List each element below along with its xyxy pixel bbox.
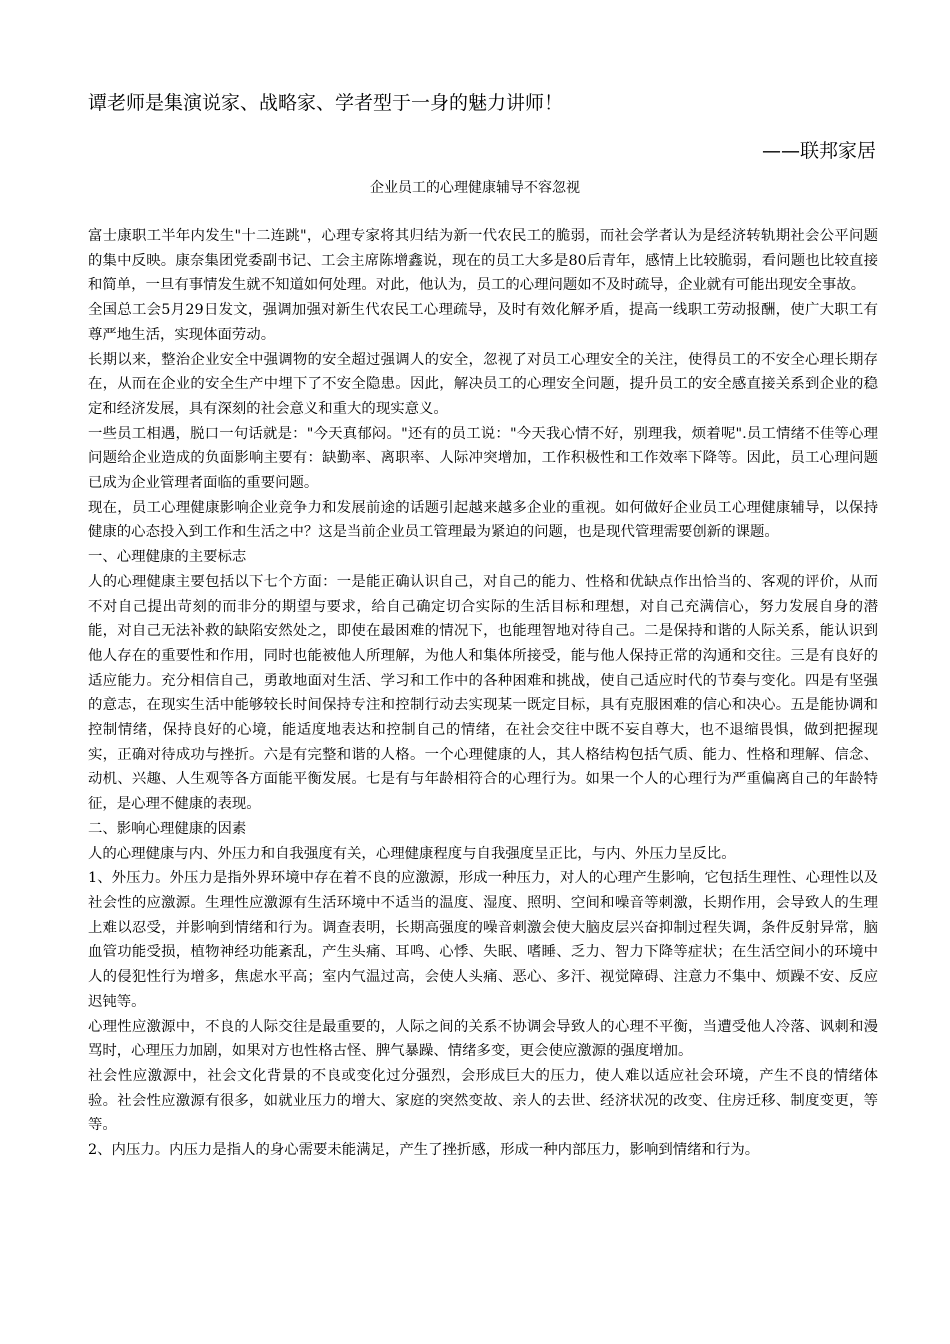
section-heading: 二、影响心理健康的因素 (88, 820, 247, 837)
document-title: 企业员工的心理健康辅导不容忽视 (370, 180, 580, 196)
paragraph: 一些员工相遇，脱口一句话就是："今天真郁闷。"还有的员工说："今天我心情不好，别理我，烦着呢".员工情绪不佳等心理问题给企业造成的负面影响主要有：缺勤率、离职率、人际冲突增加，工作积极性和工作效率下降等。因此，员工心理问题已成为企业管理者面临的重要问题。 (88, 425, 878, 492)
paragraph: 富士康职工半年内发生"十二连跳"，心理专家将其归结为新一代农民工的脆弱，而社会学者认为是经济转轨期社会公平问题的集中反映。康奈集团党委副书记、工会主席陈增鑫说，现在的员工大多是80后青年，感情上比较脆弱，看问题也比较直接和简单，一旦有事情发生就不知道如何处理。对此，他认为，员工的心理问题如不及时疏导，企业就有可能出现安全事故。 (88, 228, 878, 294)
paragraph: 人的心理健康与内、外压力和自我强度有关，心理健康程度与自我强度呈正比，与内、外压力呈反比。 (88, 845, 736, 862)
paragraph: 全国总工会5月29日发文，强调加强对新生代农民工心理疏导，及时有效化解矛盾，提高一线职工劳动报酬，使广大职工有尊严地生活，实现体面劳动。 (88, 302, 878, 343)
paragraph: 人的心理健康主要包括以下七个方面：一是能正确认识自己，对自己的能力、性格和优缺点作出恰当的、客观的评价，从而不对自己提出苛刻的而非分的期望与要求，给自己确定切合实际的生活目标和理想，对自己充满信心，努力发展自身的潜能，对自己无法补救的缺陷安然处之，即使在最困难的情况下，也能理智地对待自己。二是保持和谐的人际关系，能认识到他人存在的重要性和作用，同时也能被他人所理解，为他人和集体所接受，能与他人保持正常的沟通和交往。三是有良好的适应能力。充分相信自己，勇敢地面对生活、学习和工作中的各种困难和挑战，使自己适应时代的节奏与变化。四是有坚强的意志，在现实生活中能够较长时间保持专注和控制行动去实现某一既定目标，具有克服困难的信心和决心。五是能协调和控制情绪，保持良好的心境，能适度地表达和控制自己的情绪，在社会交往中既不妄自尊大，也不退缩畏惧，做到把握现实，正确对待成功与挫折。六是有完整和谐的人格。一个心理健康的人，其人格结构包括气质、能力、性格和理解、信念、动机、兴趣、人生观等各方面能平衡发展。七是有与年龄相符合的心理行为。如果一个人的心理行为严重偏离自己的年龄特征，是心理不健康的表现。 (88, 573, 878, 813)
headline: 谭老师是集演说家、战略家、学者型于一身的魅力讲师！ (88, 92, 564, 114)
section-heading: 一、心理健康的主要标志 (88, 549, 247, 566)
paragraph: 2、内压力。内压力是指人的身心需要未能满足，产生了挫折感，形成一种内部压力，影响到情绪和行为。 (88, 1142, 760, 1159)
paragraph: 社会性应激源中，社会文化背景的不良或变化过分强烈，会形成巨大的压力，使人难以适应社会环境，产生不良的情绪体验。社会性应激源有很多，如就业压力的增大、家庭的突然变故、亲人的去世、经济状况的改变、住房迁移、制度变更，等等。 (88, 1067, 878, 1134)
paragraph: 心理性应激源中，不良的人际交往是最重要的，人际之间的关系不协调会导致人的心理不平衡，当遭受他人冷落、讽刺和漫骂时，心理压力加剧，如果对方也性格古怪、脾气暴躁、情绪多变，更会使应激源的强度增加。 (88, 1018, 878, 1060)
attribution: ——联邦家居 (761, 140, 876, 162)
article-body (88, 224, 878, 1163)
paragraph: 现在，员工心理健康影响企业竞争力和发展前途的话题引起越来越多企业的重视。如何做好企业员工心理健康辅导，以保持健康的心态投入到工作和生活之中？这是当前企业员工管理最为紧迫的问题，也是现代管理需要创新的课题。 (88, 499, 878, 541)
paragraph: 1、外压力。外压力是指外界环境中存在着不良的应激源，形成一种压力，对人的心理产生影响，它包括生理性、心理性以及社会性的应激源。生理性应激源有生活环境中不适当的温度、湿度、照明、空间和噪音等刺激，长期作用，会导致人的生理上难以忍受，并影响到情绪和行为。调查表明，长期高强度的噪音刺激会使大脑皮层兴奋抑制过程失调，条件反射异常，脑血管功能受损，植物神经功能紊乱，产生头痛、耳鸣、心悸、失眠、嗜睡、乏力、智力下降等症状；在生活空间小的环境中人的侵犯性行为增多，焦虑水平高；室内气温过高，会使人头痛、恶心、多汗、视觉障碍、注意力不集中、烦躁不安、反应迟钝等。 (88, 870, 878, 1010)
paragraph: 长期以来，整治企业安全中强调物的安全超过强调人的安全，忽视了对员工心理安全的关注，使得员工的不安全心理长期存在，从而在企业的安全生产中埋下了不安全隐患。因此，解决员工的心理安全问题，提升员工的安全感直接关系到企业的稳定和经济发展，具有深刻的社会意义和重大的现实意义。 (88, 351, 878, 417)
